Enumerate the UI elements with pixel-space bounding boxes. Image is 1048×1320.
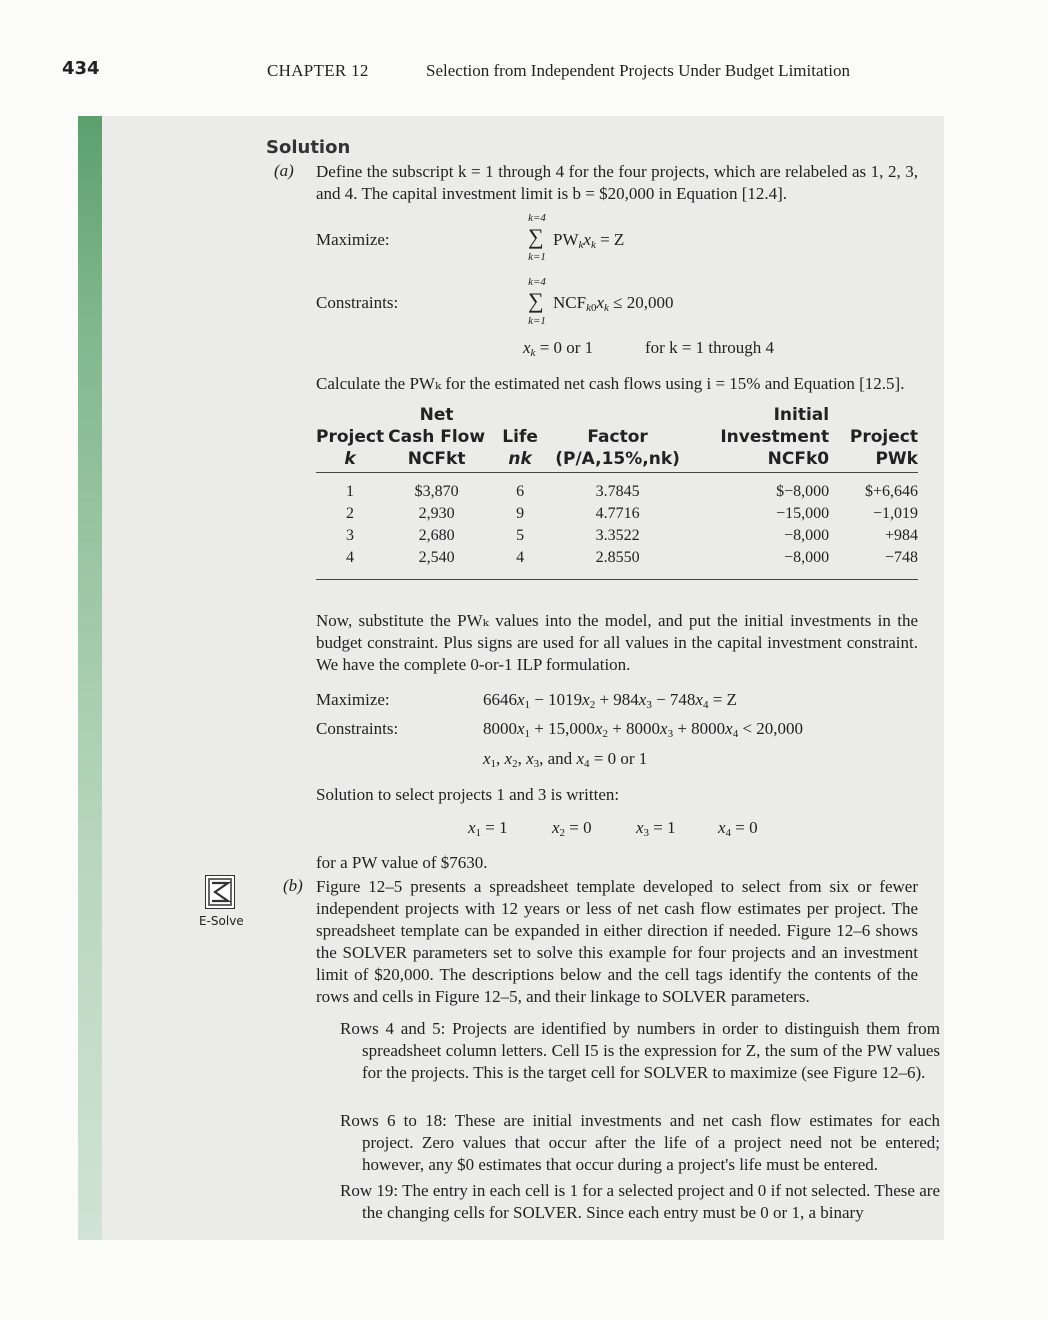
col-header: Project [316, 427, 385, 447]
col-header: Factor [587, 427, 648, 447]
table-cell: 4 [316, 547, 384, 580]
constraint-full: $8000x_1 + 15,000x_2 + 8000x_3 + 8000x_4 < 20,000$ [483, 719, 804, 740]
col-header [837, 404, 918, 426]
running-head-title: Selection from Independent Projects Under Budget Limitation [426, 61, 850, 80]
table-cell: 4.7716 [595, 505, 640, 522]
coef: 15,000 [548, 719, 595, 738]
table-cell: $−8,000 [776, 483, 830, 500]
col-header: k [316, 448, 384, 473]
rhs: < 20,000 [742, 719, 804, 738]
table-cell: $3,870 [414, 483, 459, 500]
col-header: Net [419, 405, 454, 425]
table-cell: 2 [346, 505, 355, 522]
table-cell: 3 [346, 527, 355, 544]
value: = 0 [735, 818, 758, 837]
col-header [489, 404, 551, 426]
sum-upper-limit: k=4 [528, 212, 546, 224]
table-cell: 6 [516, 483, 525, 500]
table-cell: 2.8550 [551, 547, 684, 580]
part-b-label: (b) [283, 876, 303, 895]
green-margin-bar [78, 116, 102, 1240]
substitute-text: Now, substitute the PWₖ values into the model, and put the initial investments in the budget constraint. Plus signs are used for all values in the capital investment constraint. We have the complete 0-or-1 ILP formulation. [316, 611, 918, 674]
objective-rhs: = Z [600, 230, 625, 249]
constraint-rhs: ≤ 20,000 [613, 293, 674, 312]
table-cell: −748 [837, 547, 918, 580]
col-header: Investment [720, 427, 830, 447]
coef: 748 [669, 690, 696, 709]
coef: 6646 [483, 690, 517, 709]
table-cell: +984 [884, 527, 918, 544]
coef: 8000 [626, 719, 661, 738]
coef: 8000 [483, 719, 517, 738]
running-head-chapter: CHAPTER 12 [267, 61, 369, 80]
table-cell: 2,540 [384, 547, 489, 580]
summation-sign: ∑ [528, 224, 544, 249]
rhs: = 0 or 1 [593, 749, 648, 768]
objective-pw: PW [553, 230, 579, 249]
rows-item: Row 19: The entry in each cell is 1 for a selected project and 0 if not selected. These are the changing cells for SOLVER. Since each entry must be 0 or 1, a binary [340, 1181, 940, 1222]
summation-sign: ∑ [528, 288, 544, 313]
col-header: Project [849, 427, 918, 447]
binary-full: $x_1$, $x_2$, $x_3$, and $x_4 = 0$ or 1 [483, 749, 648, 770]
binary-range: for k = 1 through 4 [645, 338, 775, 357]
solution-x1: $x_1 = 1$ [468, 818, 508, 839]
coef: 8000 [691, 719, 726, 738]
table-row [316, 503, 918, 525]
sum-upper-limit: k=4 [528, 276, 546, 288]
part-b-text: Figure 12–5 presents a spreadsheet template developed to select from six or fewer independent projects with 12 years or less of net cash flow estimates per project. The spreadsheet template can be expanded in either direction if needed. Figure 12–6 shows the SOLVER parameters set to solve this example for four projects and an investment limit of $20,000. The descriptions below and the cell tags identify the contents of the rows and cells in Figure 12–5, and their linkage to SOLVER parameters. [316, 877, 918, 1006]
table-cell: 3.7845 [595, 483, 640, 500]
present-worth-table [316, 404, 918, 580]
value: = 1 [653, 818, 676, 837]
col-header: Initial [773, 405, 830, 425]
solution-heading: Solution [266, 137, 351, 158]
table-cell: −15,000 [776, 505, 830, 522]
col-header: nk [489, 448, 551, 473]
rhs: = Z [712, 690, 737, 709]
col-header: NCFk0 [684, 448, 837, 473]
table-cell: −8,000 [684, 547, 837, 580]
table-cell: 5 [516, 527, 525, 544]
table-row [316, 547, 918, 580]
solution-x4: $x_4 = 0$ [718, 818, 758, 839]
col-header: Life [502, 427, 538, 447]
table-row [316, 525, 918, 547]
col-header [551, 404, 684, 426]
page-number: 434 [62, 58, 100, 79]
solution-x3: $x_3 = 1$ [636, 818, 676, 839]
binary-rhs: = 0 or 1 [539, 338, 594, 357]
part-a-text: Define the subscript k = 1 through 4 for the four projects, which are relabeled as 1, 2, 3, and 4. The capital investment limit is b = $20,000 in Equation [12.4]. [316, 162, 918, 203]
solution-x2: $x_2 = 0$ [552, 818, 592, 839]
value: = 0 [569, 818, 592, 837]
col-header: PWk [837, 448, 918, 473]
table-cell: $+6,646 [864, 483, 918, 500]
calculate-text: Calculate the PWₖ for the estimated net cash flows using i = 15% and Equation [12.5]. [316, 374, 905, 393]
budget-constraint: $NCF_{k0}x_k \le 20,000$ [553, 293, 674, 314]
table-cell: −1,019 [872, 505, 918, 522]
coef: 1019 [548, 690, 583, 709]
table-cell: 1 [346, 483, 355, 500]
table-cell: 2,930 [418, 505, 455, 522]
solution-intro: Solution to select projects 1 and 3 is written: [316, 785, 620, 804]
constraints-label: Constraints: [316, 293, 399, 312]
rows-item: Rows 4 and 5: Projects are identified by numbers in order to distinguish them from spreadsheet column letters. Cell I5 is the expression for Z, the sum of the PW values for the projects. This is the target cell for SOLVER to maximize (see Figure 12–6). [340, 1019, 940, 1082]
col-header: NCFkt [384, 448, 489, 473]
coef: 984 [613, 690, 639, 709]
table-cell: 2,680 [418, 527, 455, 544]
e-solve-label: E-Solve [199, 914, 244, 928]
table-cell: 3.3522 [595, 527, 640, 544]
and-word: and [547, 749, 573, 768]
maximize-label: Maximize: [316, 230, 390, 249]
e-solve-icon [205, 875, 235, 909]
col-header: Cash Flow [388, 427, 486, 447]
pw-value-text: for a PW value of $7630. [316, 853, 488, 872]
table-cell: 9 [516, 505, 525, 522]
sum-lower-limit: k=1 [528, 251, 546, 263]
objective-full: $6646x_1 - 1019x_2 + 984x_3 - 748x_4 = Z$ [483, 690, 737, 711]
sum-lower-limit: k=1 [528, 315, 546, 327]
table-cell: 4 [489, 547, 551, 580]
value: = 1 [485, 818, 508, 837]
table-cell: −8,000 [784, 527, 830, 544]
objective-function: $PW_kx_k = Z$ [553, 230, 625, 251]
maximize-label: Maximize: [316, 690, 390, 709]
rows-item: Rows 6 to 18: These are initial investments and net cash flow estimates for each project. Zero values that occur after the life of a project need not be entered; however, any $0 estimates that occur during a project's life must be entered. [340, 1111, 940, 1174]
part-a-label: (a) [274, 161, 294, 180]
table-row [316, 473, 918, 504]
col-header [316, 404, 384, 426]
col-header: (P/A,15%,nk) [551, 448, 684, 473]
binary-constraint: $x_k = 0$ or 1 [523, 338, 594, 359]
constraints-label: Constraints: [316, 719, 399, 738]
